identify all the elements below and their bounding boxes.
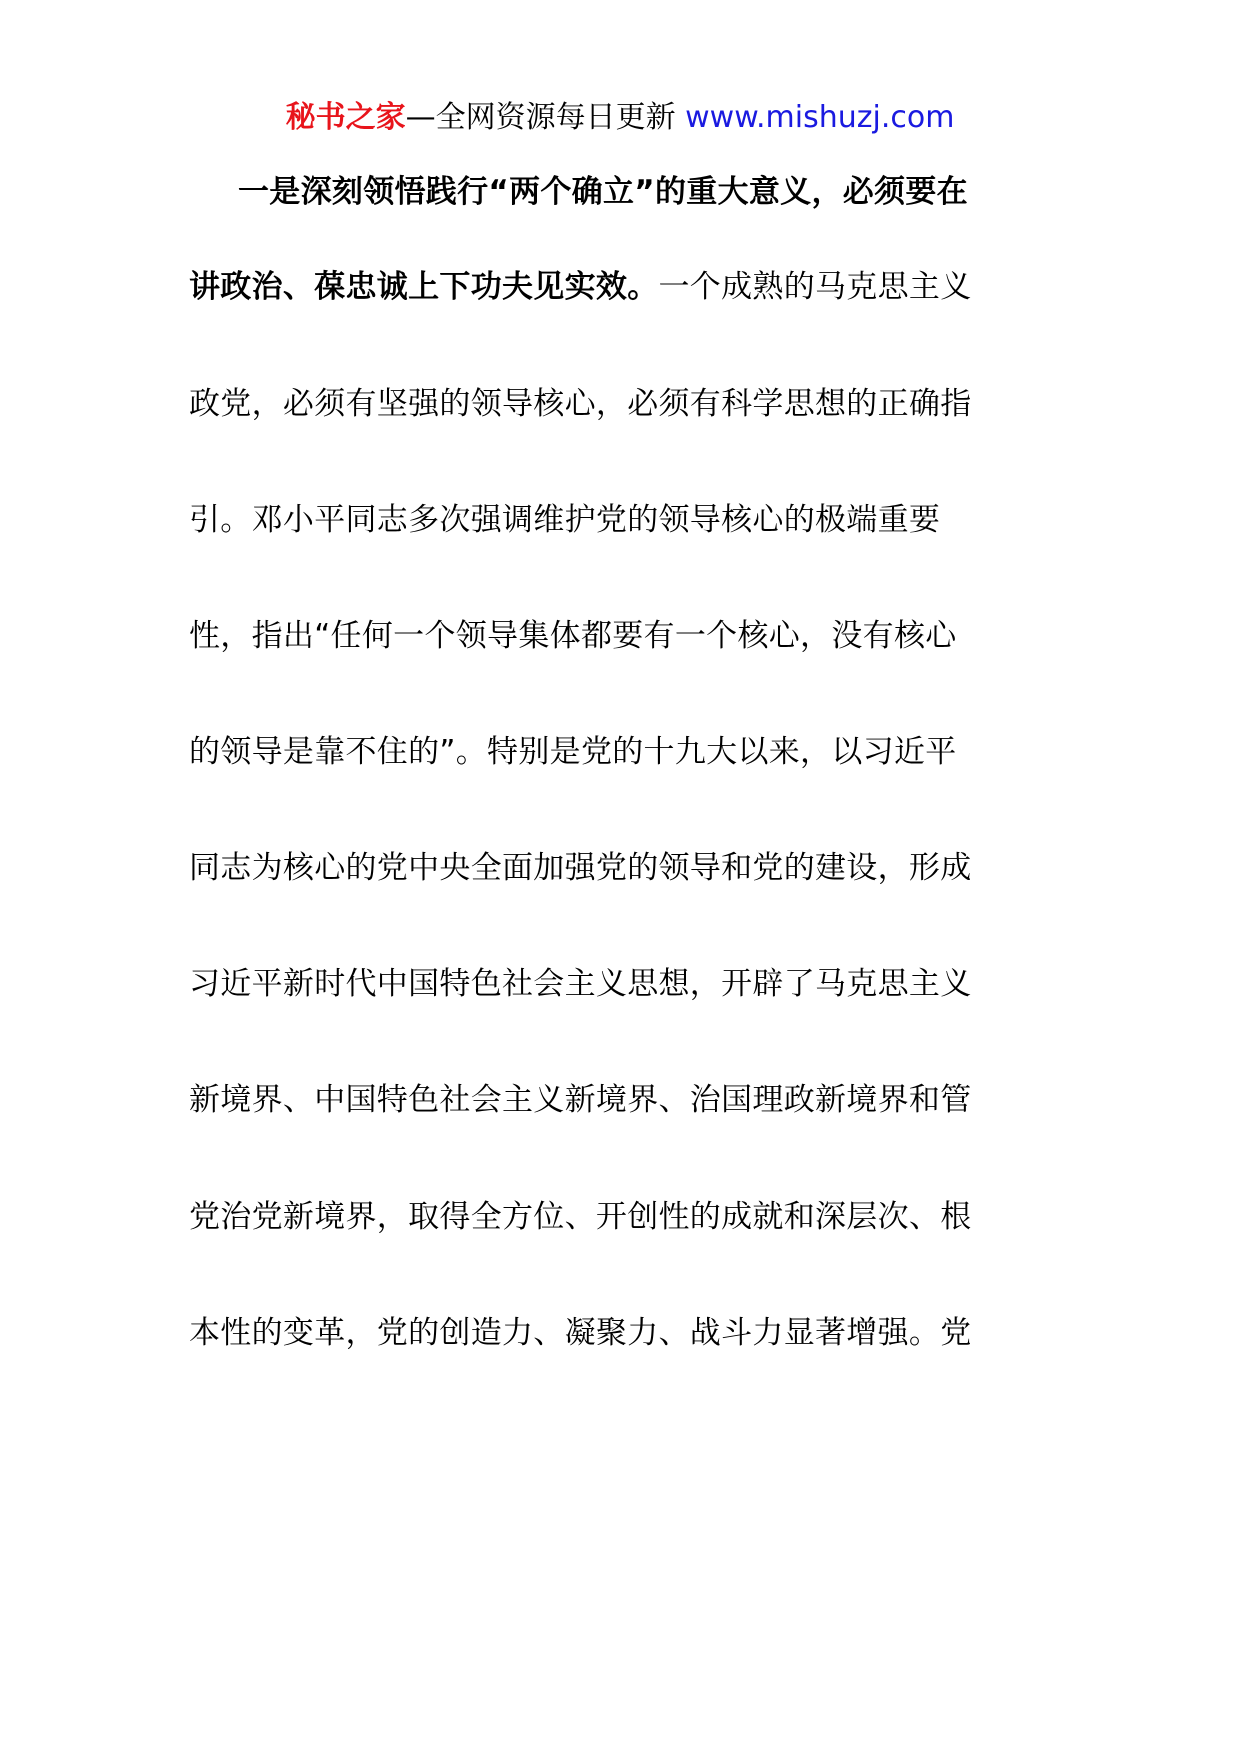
heading-line-2: 讲政治、葆忠诚上下功夫见实效。: [189, 269, 659, 305]
website-link[interactable]: www.mishuzj.com: [685, 100, 955, 135]
paragraph-line-6: 的领导是靠不住的”。特别是党的十九大以来，以习近平: [189, 734, 957, 770]
paragraph-line-10: 党治党新境界，取得全方位、开创性的成就和深层次、根: [189, 1199, 972, 1235]
header-tagline: —全网资源每日更新: [405, 100, 676, 135]
paragraph-line-11: 本性的变革，党的创造力、凝聚力、战斗力显著增强。党: [189, 1315, 972, 1351]
paragraph-line-9: 新境界、中国特色社会主义新境界、治国理政新境界和管: [189, 1082, 972, 1118]
paragraph-line-8: 习近平新时代中国特色社会主义思想，开辟了马克思主义: [189, 966, 972, 1002]
paragraph-line-4: 引。邓小平同志多次强调维护党的领导核心的极端重要: [189, 502, 941, 538]
paragraph-line-2: [189, 265, 972, 309]
paragraph-line-3: 政党，必须有坚强的领导核心，必须有科学思想的正确指: [189, 386, 972, 422]
brand-name: 秘书之家: [285, 100, 406, 135]
paragraph-text-2: 一个成熟的马克思主义: [658, 269, 972, 305]
paragraph-line-5: 性，指出“任何一个领导集体都要有一个核心，没有核心: [189, 618, 957, 654]
paragraph-line-7: 同志为核心的党中央全面加强党的领导和党的建设，形成: [189, 850, 972, 886]
document-header: [0, 98, 1240, 138]
heading-line-1: 一是深刻领悟践行“两个确立”的重大意义，必须要在: [238, 174, 968, 210]
